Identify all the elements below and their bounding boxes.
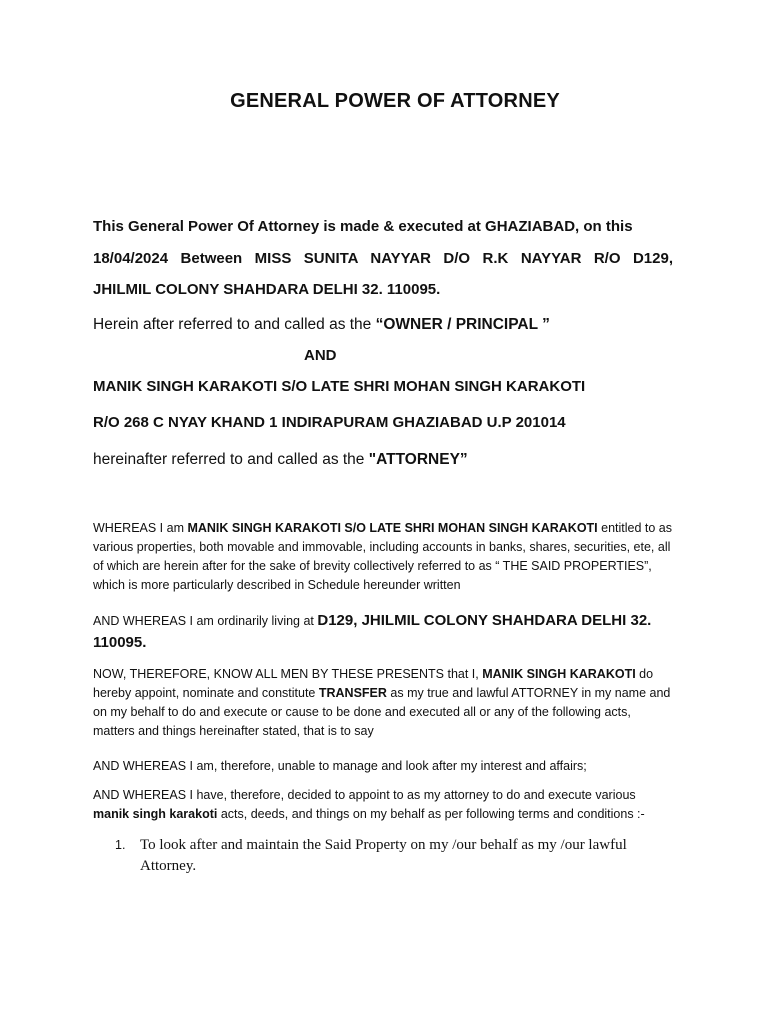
and-separator: AND: [304, 347, 337, 364]
intro-line-3: JHILMIL COLONY SHAHDARA DELHI 32. 110095.: [93, 281, 441, 298]
document-title: GENERAL POWER OF ATTORNEY: [230, 90, 560, 112]
now-bold-1: MANIK SINGH KARAKOTI: [482, 667, 636, 681]
attorney-name: MANIK SINGH KARAKOTI S/O LATE SHRI MOHAN SINGH KARAKOTI: [93, 378, 586, 395]
whereas-paragraph-4: [93, 786, 673, 824]
whereas1-bold: MANIK SINGH KARAKOTI S/O LATE SHRI MOHAN SINGH KARAKOTI: [187, 521, 598, 535]
whereas4-prefix: AND WHEREAS I have, therefore, decided to appoint to as my attorney to do and execute various: [93, 788, 636, 802]
attorney-label: "ATTORNEY”: [368, 451, 468, 468]
attorney-address: R/O 268 C NYAY KHAND 1 INDIRAPURAM GHAZIABAD U.P 201014: [93, 414, 566, 431]
list-item-number: 1.: [115, 838, 126, 852]
now-suffix: as my true and lawful ATTORNEY in my name and on my behalf to do and execute or cause to be done and executed all or any of the following acts, matters and things hereinafter stated, that is to say: [93, 686, 671, 738]
intro-line-2: 18/04/2024 Between MISS SUNITA NAYYAR D/O R.K NAYYAR R/O D129,: [93, 250, 673, 267]
owner-label: “OWNER / PRINCIPAL ”: [375, 316, 550, 333]
now-bold-2: TRANSFER: [318, 686, 387, 700]
now-middle: do hereby appoint, nominate and constitute: [93, 667, 654, 700]
now-therefore-paragraph: [93, 665, 673, 741]
whereas4-bold: manik singh karakoti: [93, 807, 218, 821]
whereas1-prefix: WHEREAS I am: [93, 521, 188, 535]
list-item: [115, 835, 675, 879]
whereas1-suffix: entitled to as various properties, both movable and immovable, including accounts in banks, shares, securities, ete, all of which are herein after for the sake of brevity collectively referred to as “ THE SAID PROPERTIES”, which is more particularly described in Schedule hereunder written: [93, 521, 673, 592]
terms-list: [115, 835, 675, 879]
attorney-line: [93, 451, 468, 469]
owner-line: [93, 316, 550, 334]
whereas-paragraph-1: [93, 519, 673, 595]
list-item-text: To look after and maintain the Said Property on my /our behalf as my /our lawful Attorney.: [140, 837, 627, 874]
now-prefix: NOW, THEREFORE, KNOW ALL MEN BY THESE PRESENTS that I,: [93, 667, 483, 681]
whereas-paragraph-3: AND WHEREAS I am, therefore, unable to manage and look after my interest and affairs;: [93, 759, 587, 773]
whereas-paragraph-2: [93, 610, 673, 654]
attorney-prefix: hereinafter referred to and called as the: [93, 451, 369, 468]
whereas4-suffix: acts, deeds, and things on my behalf as per following terms and conditions :-: [217, 807, 645, 821]
intro-line-1: This General Power Of Attorney is made & executed at GHAZIABAD, on this: [93, 218, 633, 235]
whereas2-prefix: AND WHEREAS I am ordinarily living at: [93, 614, 318, 628]
owner-prefix: Herein after referred to and called as the: [93, 316, 376, 333]
whereas2-bold: D129, JHILMIL COLONY SHAHDARA DELHI 32. 110095.: [93, 612, 652, 651]
